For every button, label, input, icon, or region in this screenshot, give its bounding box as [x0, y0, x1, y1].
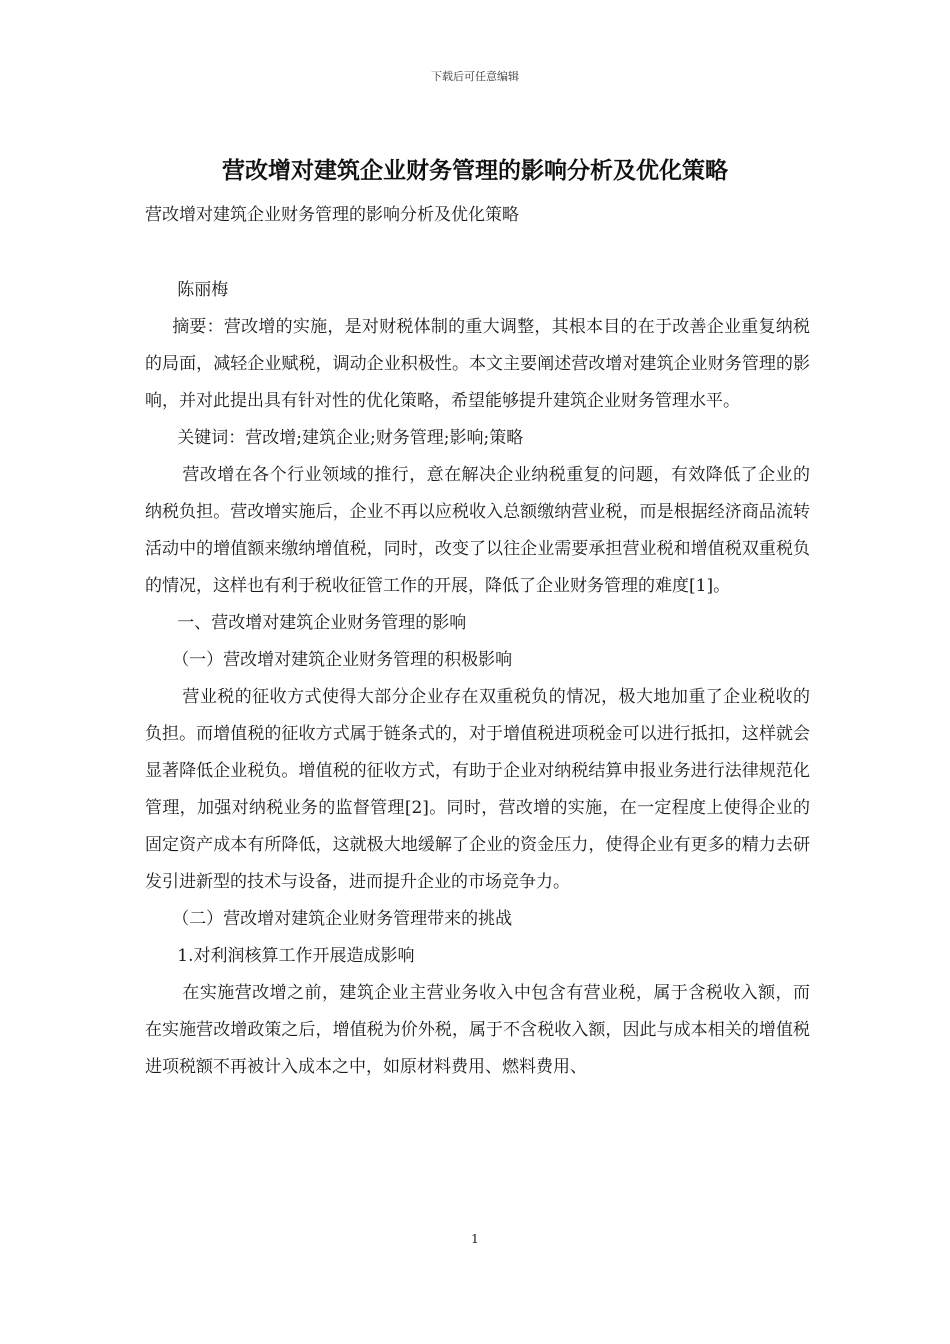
body-paragraph: 营业税的征收方式使得大部分企业存在双重税负的情况，极大地加重了企业税收的负担。而增值税的征收方式属于链条式的，对于增值税进项税金可以进行抵扣，这样就会显著降低企业税负。增值税的征收方式，有助于企业对纳税结算申报业务进行法律规范化管理，加强对纳税业务的监督管理[2]。同时，营改增的实施，在一定程度上使得企业的固定资产成本有所降低，这就极大地缓解了企业的资金压力，使得企业有更多的精力去研发引进新型的技术与设备，进而提升企业的市场竞争力。 [145, 687, 810, 892]
abstract-paragraph: 摘要：营改增的实施，是对财税体制的重大调整，其根本目的在于改善企业重复纳税的局面，减轻企业赋税，调动企业积极性。本文主要阐述营改增对建筑企业财务管理的影响，并对此提出具有针对性的优化策略，希望能够提升建筑企业财务管理水平。 [145, 317, 810, 411]
point-heading: 1.对利润核算工作开展造成影响 [177, 946, 415, 966]
subsection-heading: （一）营改增对建筑企业财务管理的积极影响 [172, 650, 513, 670]
page-number: 1 [471, 1232, 479, 1246]
page-subtitle: 营改增对建筑企业财务管理的影响分析及优化策略 [145, 205, 519, 225]
intro-paragraph: 营改增在各个行业领域的推行，意在解决企业纳税重复的问题，有效降低了企业的纳税负担。营改增实施后，企业不再以应税收入总额缴纳营业税，而是根据经济商品流转活动中的增值额来缴纳增值税，同时，改变了以往企业需要承担营业税和增值税双重税负的情况，这样也有利于税收征管工作的开展，降低了企业财务管理的难度[1]。 [145, 465, 810, 596]
author-name: 陈丽梅 [177, 280, 229, 300]
document-body [145, 272, 810, 1086]
subsection-heading: （二）营改增对建筑企业财务管理带来的挑战 [172, 909, 513, 929]
keywords-line: 关键词：营改增;建筑企业;财务管理;影响;策略 [177, 428, 524, 448]
page-title: 营改增对建筑企业财务管理的影响分析及优化策略 [222, 157, 728, 184]
section-heading: 一、营改增对建筑企业财务管理的影响 [177, 613, 467, 633]
body-paragraph: 在实施营改增之前，建筑企业主营业务收入中包含有营业税，属于含税收入额，而在实施营改增政策之后，增值税为价外税，属于不含税收入额，因此与成本相关的增值税进项税额不再被计入成本之中，如原材料费用、燃料费用、 [145, 983, 810, 1077]
page-header-note: 下载后可任意编辑 [431, 70, 519, 83]
